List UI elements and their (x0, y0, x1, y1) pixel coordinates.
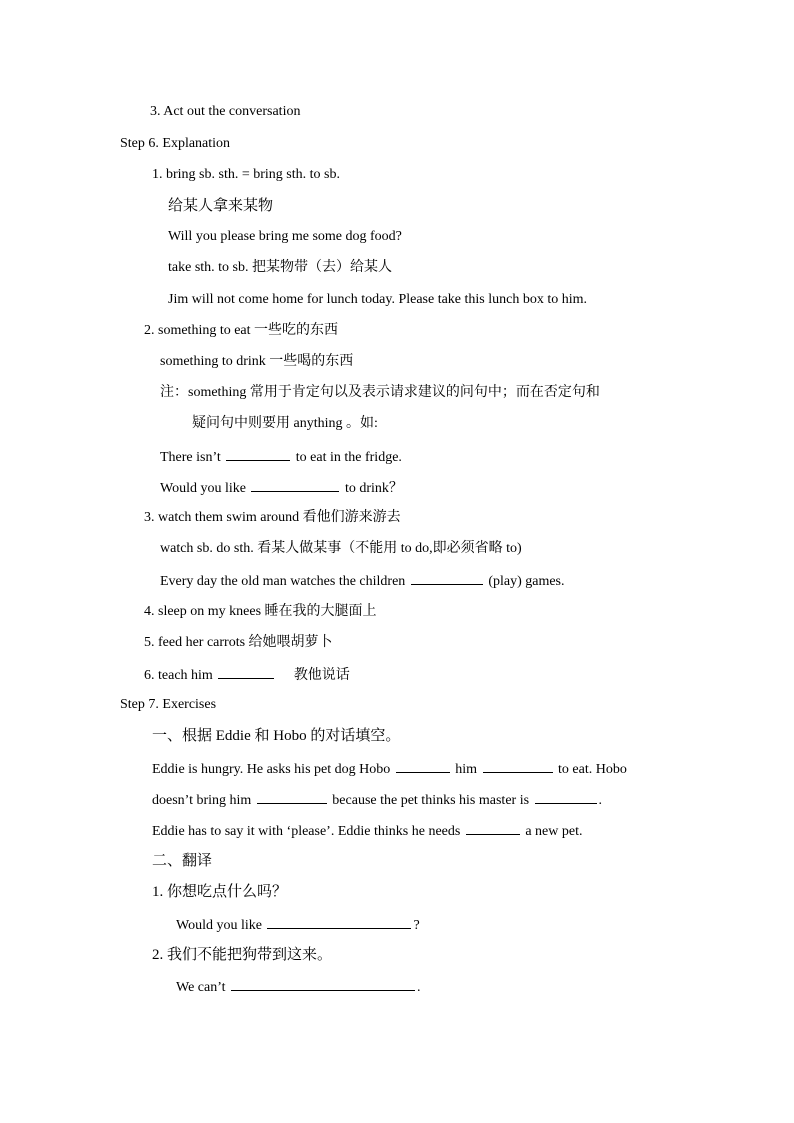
item3-watch: 3. watch them swim around 看他们游来游去 (144, 510, 401, 525)
translate-q2: 2. 我们不能把狗带到这来。 (152, 947, 333, 963)
blank-field[interactable] (257, 789, 327, 804)
example2-text-b: to drink？ (344, 481, 403, 496)
ex1-line2-a: doesn’t bring him (152, 793, 252, 808)
item3-pattern: watch sb. do sth. 看某人做某事（不能用 to do,即必须省略 to) (160, 541, 522, 556)
step6-heading: Step 6. Explanation (120, 136, 231, 151)
exercise2-heading: 二、翻译 (152, 853, 213, 869)
blank-field[interactable] (218, 664, 274, 679)
item2-example2 (160, 477, 403, 499)
line-act-out: 3. Act out the conversation (150, 104, 301, 119)
exercise1-line2 (152, 789, 602, 811)
translate-q1: 1. 你想吃点什么吗？ (152, 884, 288, 900)
ex1-line3-a: Eddie has to say it with ‘please’. Eddie thinks he needs (152, 824, 461, 839)
exercise1-line3 (152, 820, 582, 842)
item1-take: take sth. to sb. 把某物带（去）给某人 (168, 260, 392, 275)
exercise1-line1 (152, 758, 627, 780)
ex1-line1-b: him (455, 762, 478, 777)
item3-example-a: Every day the old man watches the children (160, 574, 406, 589)
blank-field[interactable] (483, 758, 553, 773)
blank-field[interactable] (251, 477, 339, 492)
item1-example2: Jim will not come home for lunch today. Please take this lunch box to him. (168, 292, 588, 307)
item2-note: 注：something 常用于肯定句以及表示请求建议的问句中；而在否定句和 (160, 385, 600, 400)
translate-a2-text: We can’t (176, 980, 226, 995)
item1-example1: Will you please bring me some dog food? (168, 229, 402, 244)
translate-a2-end: . (417, 980, 421, 995)
ex1-line2-b: because the pet thinks his master is (332, 793, 530, 808)
translate-a2 (176, 976, 421, 998)
item5-feed: 5. feed her carrots 给她喂胡萝卜 (144, 635, 333, 650)
blank-field[interactable] (396, 758, 450, 773)
item4-sleep: 4. sleep on my knees 睡在我的大腿面上 (144, 604, 377, 619)
translate-a1 (176, 914, 420, 936)
item1-meaning: 给某人拿来某物 (168, 198, 274, 214)
item2-note-cont: 疑问句中则要用 anything 。如: (192, 416, 378, 431)
ex1-line1-a: Eddie is hungry. He asks his pet dog Hobo (152, 762, 391, 777)
exercise1-heading: 一、根据 Eddie 和 Hobo 的对话填空。 (152, 728, 401, 744)
example1-text-b: to eat in the fridge. (295, 450, 402, 465)
item3-example (160, 570, 565, 592)
ex1-line1-c: to eat. Hobo (558, 762, 627, 777)
example2-text-a: Would you like (160, 481, 246, 496)
item2-to-eat: 2. something to eat 一些吃的东西 (144, 323, 339, 338)
item6-text-b: 教他说话 (293, 668, 350, 683)
blank-field[interactable] (411, 570, 483, 585)
translate-a1-end: ? (413, 918, 420, 933)
example1-text-a: There isn’t (160, 450, 221, 465)
ex1-line3-b: a new pet. (525, 824, 583, 839)
item2-to-drink: something to drink 一些喝的东西 (160, 354, 354, 369)
blank-field[interactable] (466, 820, 520, 835)
item1-bring: 1. bring sb. sth. = bring sth. to sb. (152, 167, 340, 182)
blank-field[interactable] (267, 914, 411, 929)
blank-field[interactable] (535, 789, 597, 804)
blank-field[interactable] (231, 976, 415, 991)
item2-example1 (160, 446, 402, 468)
blank-field[interactable] (226, 446, 290, 461)
item6-text-a: 6. teach him (144, 668, 213, 683)
step7-heading: Step 7. Exercises (120, 697, 217, 712)
item3-example-b: (play) games. (488, 574, 565, 589)
item6-teach (144, 664, 350, 686)
translate-a1-text: Would you like (176, 918, 262, 933)
ex1-line2-c: . (598, 793, 603, 808)
